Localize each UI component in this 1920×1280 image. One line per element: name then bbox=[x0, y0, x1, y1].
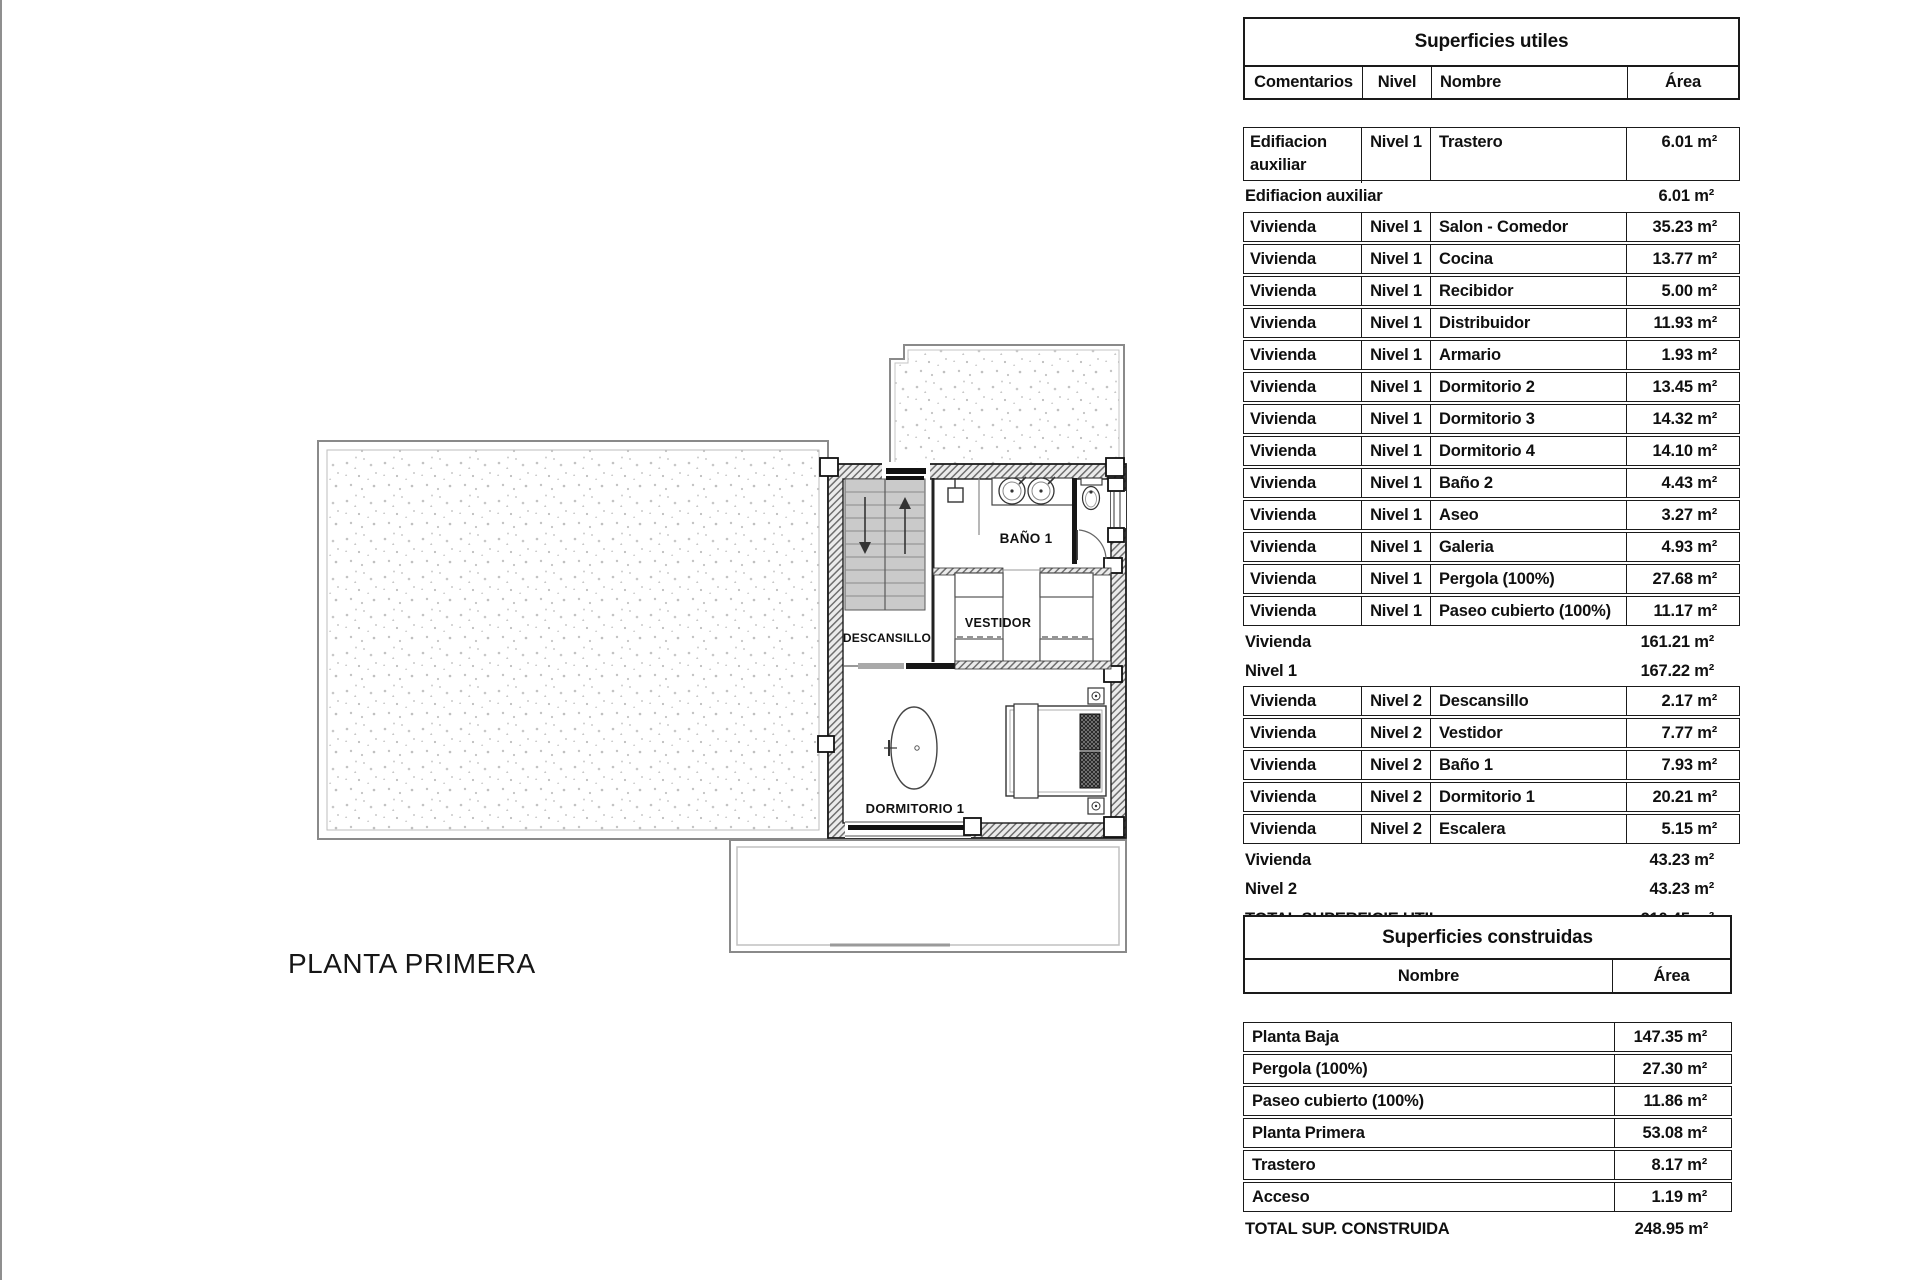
subtotal-label: Vivienda bbox=[1245, 851, 1311, 869]
subtotal-value: 6.01 m² bbox=[1658, 187, 1714, 205]
table-row bbox=[1243, 212, 1740, 242]
cell-nivel: Nivel 1 bbox=[1361, 245, 1430, 273]
window-bottom bbox=[845, 820, 971, 838]
table-row bbox=[1243, 1086, 1732, 1116]
subtotal-label: Edifiacion auxiliar bbox=[1245, 187, 1383, 205]
table-row bbox=[1243, 686, 1740, 716]
cell-area: 35.23 m² bbox=[1626, 213, 1739, 241]
cell-comentarios: Vivienda bbox=[1250, 569, 1316, 588]
cell-comentarios: Vivienda bbox=[1250, 249, 1316, 268]
subtotal-row bbox=[1243, 846, 1740, 875]
col-header-area: Área bbox=[1627, 67, 1738, 98]
table-row bbox=[1243, 814, 1740, 844]
subtotal-value: 167.22 m² bbox=[1640, 662, 1714, 680]
cell-nombre: Armario bbox=[1430, 341, 1626, 369]
total-label: TOTAL SUP. CONSTRUIDA bbox=[1245, 1219, 1450, 1238]
subtotal-value: 43.23 m² bbox=[1649, 880, 1714, 898]
col-header-area: Área bbox=[1612, 960, 1730, 992]
cell-nombre: Baño 2 bbox=[1430, 469, 1626, 497]
table-row bbox=[1243, 750, 1740, 780]
cell-area: 4.43 m² bbox=[1626, 469, 1739, 497]
table-row bbox=[1243, 276, 1740, 306]
table-row bbox=[1243, 718, 1740, 748]
cell-comentarios: Vivienda bbox=[1250, 377, 1316, 396]
cell-nombre: Dormitorio 4 bbox=[1430, 437, 1626, 465]
cell-nombre: Planta Baja bbox=[1252, 1027, 1339, 1046]
cell-nombre: Aseo bbox=[1430, 501, 1626, 529]
cell-area: 1.19 m² bbox=[1614, 1183, 1731, 1211]
cell-area: 1.93 m² bbox=[1626, 341, 1739, 369]
porch-outline bbox=[730, 840, 1126, 952]
room-label-descansillo: DESCANSILLO bbox=[842, 631, 932, 645]
utiles-header-box bbox=[1243, 17, 1740, 100]
table-row bbox=[1243, 1182, 1732, 1212]
bath-door-arc bbox=[1077, 530, 1106, 560]
room-label-dormitorio: DORMITORIO 1 bbox=[865, 801, 965, 816]
cell-nivel: Nivel 2 bbox=[1361, 751, 1430, 779]
total-row bbox=[1243, 1214, 1732, 1244]
cell-area: 7.77 m² bbox=[1626, 719, 1739, 747]
cell-area: 5.15 m² bbox=[1626, 815, 1739, 843]
cell-area: 7.93 m² bbox=[1626, 751, 1739, 779]
nightstand-icon bbox=[1088, 688, 1104, 704]
subtotal-label: Vivienda bbox=[1245, 633, 1311, 651]
table-row bbox=[1243, 1054, 1732, 1084]
subtotal-row bbox=[1243, 875, 1740, 904]
table-row bbox=[1243, 340, 1740, 370]
cell-area: 4.93 m² bbox=[1626, 533, 1739, 561]
terrace-main bbox=[318, 441, 828, 839]
subtotal-label: Nivel 2 bbox=[1245, 880, 1297, 898]
cell-nivel: Nivel 1 bbox=[1361, 277, 1430, 305]
cell-area: 11.93 m² bbox=[1626, 309, 1739, 337]
staircase bbox=[845, 476, 925, 610]
cell-nivel: Nivel 1 bbox=[1361, 597, 1430, 625]
col-header-comentarios: Comentarios bbox=[1254, 73, 1353, 91]
room-label-banio: BAÑO 1 bbox=[999, 531, 1053, 546]
cell-comentarios: Vivienda bbox=[1250, 819, 1316, 838]
cell-area: 147.35 m² bbox=[1614, 1023, 1731, 1051]
cell-nombre: Planta Primera bbox=[1252, 1123, 1365, 1142]
construidas-header-box bbox=[1243, 915, 1732, 994]
subtotal-label: Nivel 1 bbox=[1245, 662, 1297, 680]
col-header-nivel: Nivel bbox=[1362, 67, 1431, 98]
cell-comentarios: Vivienda bbox=[1250, 217, 1316, 236]
table-row bbox=[1243, 532, 1740, 562]
cell-comentarios: Vivienda bbox=[1250, 601, 1316, 620]
cell-nombre: Escalera bbox=[1430, 815, 1626, 843]
cell-nombre: Salon - Comedor bbox=[1430, 213, 1626, 241]
cell-comentarios: Vivienda bbox=[1250, 505, 1316, 524]
col-header-nombre: Nombre bbox=[1397, 966, 1460, 985]
bathtub-icon bbox=[884, 707, 937, 789]
cell-area: 5.00 m² bbox=[1626, 277, 1739, 305]
table-row bbox=[1243, 244, 1740, 274]
subtotal-row bbox=[1243, 628, 1740, 657]
table-row bbox=[1243, 500, 1740, 530]
subtotal-row bbox=[1243, 181, 1740, 212]
cell-area: 14.10 m² bbox=[1626, 437, 1739, 465]
cell-comentarios: Vivienda bbox=[1250, 787, 1316, 806]
cell-nivel: Nivel 2 bbox=[1361, 815, 1430, 843]
cell-nombre: Vestidor bbox=[1430, 719, 1626, 747]
cell-area: 14.32 m² bbox=[1626, 405, 1739, 433]
cell-comentarios: Vivienda bbox=[1250, 473, 1316, 492]
cell-nombre: Pergola (100%) bbox=[1430, 565, 1626, 593]
table-row bbox=[1243, 404, 1740, 434]
cell-nombre: Trastero bbox=[1252, 1155, 1316, 1174]
subtotal-value: 161.21 m² bbox=[1640, 633, 1714, 651]
cell-area: 6.01 m² bbox=[1626, 128, 1739, 180]
room-label-vestidor: VESTIDOR bbox=[964, 616, 1032, 630]
cell-comentarios: Vivienda bbox=[1250, 537, 1316, 556]
cell-comentarios: Edifiacion auxiliar bbox=[1250, 133, 1327, 174]
cell-nombre: Dormitorio 2 bbox=[1430, 373, 1626, 401]
cell-area: 13.77 m² bbox=[1626, 245, 1739, 273]
cell-nivel: Nivel 1 bbox=[1361, 501, 1430, 529]
subtotal-row bbox=[1243, 657, 1740, 686]
cell-comentarios: Vivienda bbox=[1250, 281, 1316, 300]
cell-area: 11.17 m² bbox=[1626, 597, 1739, 625]
cell-nombre: Distribuidor bbox=[1430, 309, 1626, 337]
table-row bbox=[1243, 436, 1740, 466]
cell-nivel: Nivel 1 bbox=[1361, 437, 1430, 465]
cell-nivel: Nivel 1 bbox=[1361, 533, 1430, 561]
table-row bbox=[1243, 308, 1740, 338]
cell-area: 11.86 m² bbox=[1614, 1087, 1731, 1115]
cell-area: 27.30 m² bbox=[1614, 1055, 1731, 1083]
bed-icon bbox=[1006, 704, 1106, 798]
cell-area: 3.27 m² bbox=[1626, 501, 1739, 529]
table-superficies-utiles bbox=[1243, 17, 1740, 934]
table-row bbox=[1243, 782, 1740, 812]
cell-area: 8.17 m² bbox=[1614, 1151, 1731, 1179]
cell-nivel: Nivel 1 bbox=[1361, 309, 1430, 337]
cell-nivel: Nivel 2 bbox=[1361, 783, 1430, 811]
total-value: 248.95 m² bbox=[1634, 1219, 1708, 1238]
terrace-upper bbox=[890, 345, 1124, 464]
cell-area: 13.45 m² bbox=[1626, 373, 1739, 401]
cell-nombre: Pergola (100%) bbox=[1252, 1059, 1368, 1078]
table-row bbox=[1243, 564, 1740, 594]
cell-nombre: Dormitorio 3 bbox=[1430, 405, 1626, 433]
cell-nivel: Nivel 1 bbox=[1361, 341, 1430, 369]
table-row bbox=[1243, 1022, 1732, 1052]
cell-comentarios: Vivienda bbox=[1250, 313, 1316, 332]
cell-nombre: Cocina bbox=[1430, 245, 1626, 273]
cell-nivel: Nivel 1 bbox=[1361, 213, 1430, 241]
cell-comentarios: Vivienda bbox=[1250, 691, 1316, 710]
cell-nombre: Recibidor bbox=[1430, 277, 1626, 305]
table-row bbox=[1243, 372, 1740, 402]
cell-nombre: Acceso bbox=[1252, 1187, 1310, 1206]
table-row bbox=[1243, 468, 1740, 498]
cell-nombre: Descansillo bbox=[1430, 687, 1626, 715]
cell-comentarios: Vivienda bbox=[1250, 441, 1316, 460]
cell-nombre: Paseo cubierto (100%) bbox=[1252, 1091, 1424, 1110]
cell-nivel: Nivel 2 bbox=[1361, 719, 1430, 747]
table-row bbox=[1243, 1150, 1732, 1180]
table-row bbox=[1243, 127, 1740, 181]
cell-nivel: Nivel 1 bbox=[1361, 373, 1430, 401]
sink-icon-2 bbox=[1028, 477, 1055, 504]
table-row bbox=[1243, 596, 1740, 626]
col-header-nombre: Nombre bbox=[1431, 67, 1627, 98]
cell-area: 2.17 m² bbox=[1626, 687, 1739, 715]
cell-nombre: Trastero bbox=[1430, 128, 1626, 180]
cell-nivel: Nivel 1 bbox=[1361, 469, 1430, 497]
cell-nombre: Dormitorio 1 bbox=[1430, 783, 1626, 811]
window-right bbox=[1111, 491, 1126, 528]
cell-area: 53.08 m² bbox=[1614, 1119, 1731, 1147]
table-superficies-construidas bbox=[1243, 915, 1732, 1244]
nightstand-icon-2 bbox=[1088, 798, 1104, 814]
cell-nombre: Galeria bbox=[1430, 533, 1626, 561]
cell-area: 27.68 m² bbox=[1626, 565, 1739, 593]
interior-south-wall bbox=[843, 661, 1111, 669]
table-row bbox=[1243, 1118, 1732, 1148]
utiles-title: Superficies utiles bbox=[1245, 19, 1738, 67]
cell-comentarios: Vivienda bbox=[1250, 755, 1316, 774]
sink-icon bbox=[999, 477, 1026, 504]
shower-icon bbox=[948, 478, 963, 502]
cell-nivel: Nivel 1 bbox=[1361, 128, 1430, 183]
cell-comentarios: Vivienda bbox=[1250, 723, 1316, 742]
subtotal-value: 43.23 m² bbox=[1649, 851, 1714, 869]
cell-nombre: Baño 1 bbox=[1430, 751, 1626, 779]
cell-nivel: Nivel 1 bbox=[1361, 405, 1430, 433]
cell-nivel: Nivel 1 bbox=[1361, 565, 1430, 593]
plan-caption: PLANTA PRIMERA bbox=[288, 948, 536, 979]
cell-comentarios: Vivienda bbox=[1250, 409, 1316, 428]
cell-area: 20.21 m² bbox=[1626, 783, 1739, 811]
toilet-icon bbox=[1081, 478, 1102, 510]
cell-comentarios: Vivienda bbox=[1250, 345, 1316, 364]
cell-nombre: Paseo cubierto (100%) bbox=[1430, 597, 1626, 625]
construidas-title: Superficies construidas bbox=[1245, 917, 1730, 960]
cell-nivel: Nivel 2 bbox=[1361, 687, 1430, 715]
